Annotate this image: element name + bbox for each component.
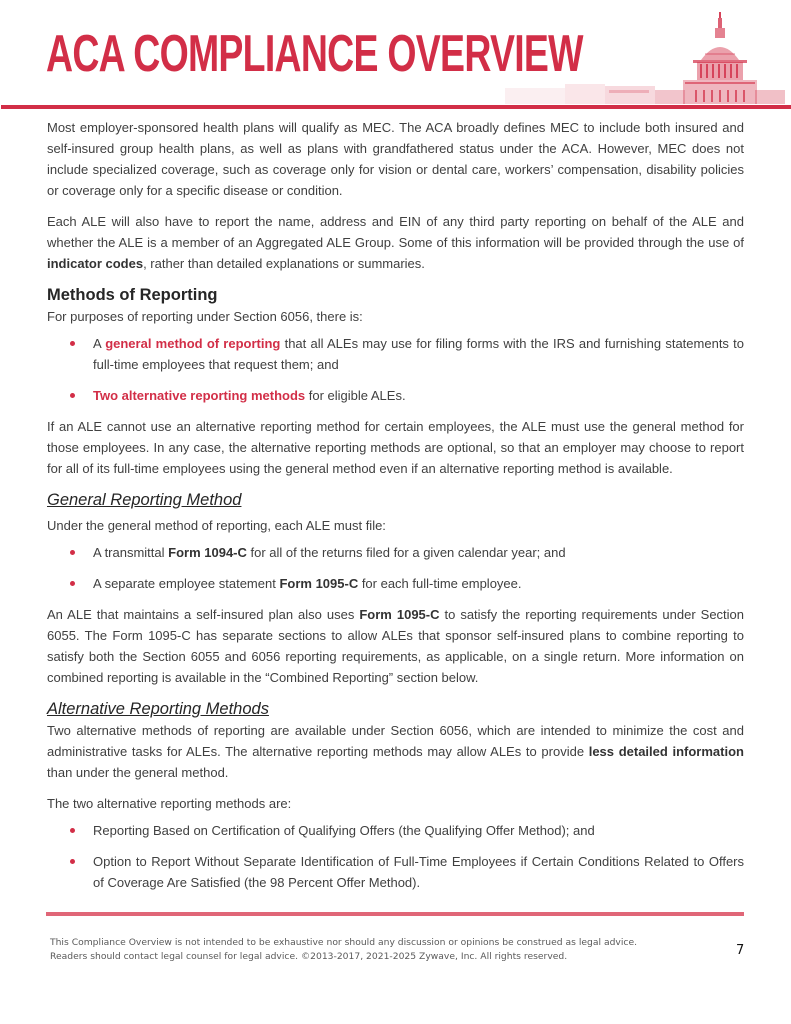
list-item xyxy=(47,820,744,841)
bullet-icon xyxy=(70,828,75,833)
bullet-icon xyxy=(70,550,75,555)
paragraph-two-methods: The two alternative reporting methods are: xyxy=(47,796,292,811)
list-item xyxy=(47,385,744,406)
text: , rather than detailed explanations or summaries. xyxy=(143,256,425,271)
paragraph-optional-methods: If an ALE cannot use an alternative reporting method for certain employees, the ALE must use the general method for those employees. In any case, the alternative reporting methods are optional, so that an employer may choose to report for all of its full-time employees using the general method even if an alternative reporting method is available. xyxy=(47,419,744,476)
bold-term: less detailed information xyxy=(588,744,744,759)
text: Each ALE will also have to report the name, address and EIN of any third party reporting on behalf of the ALE and whether the ALE is a member of an Aggregated ALE Group. Some of this information will be provided through the use of xyxy=(47,214,744,250)
text: than under the general method. xyxy=(47,765,229,780)
text: Option to Report Without Separate Identification of Full-Time Employees if Certain Conditions Related to Offers of Coverage Are Satisfied (the 98 Percent Offer Method). xyxy=(93,854,744,890)
form-name: Form 1095-C xyxy=(359,607,440,622)
document-title: ACA COMPLIANCE OVERVIEW xyxy=(46,25,583,83)
text: that all ALEs may use for filing forms with the IRS and furnishing statements to full-time employees that request them; and xyxy=(93,336,744,372)
text: for each full-time employee. xyxy=(358,576,522,591)
text: A xyxy=(93,336,106,351)
footer-divider xyxy=(46,912,744,916)
text: An ALE that maintains a self-insured plan also uses xyxy=(47,607,360,622)
bullet-icon xyxy=(70,341,75,346)
list-item xyxy=(47,542,744,563)
list-item xyxy=(47,333,744,375)
paragraph-alternative-intro xyxy=(47,720,744,783)
document-body xyxy=(47,117,744,903)
text: for eligible ALEs. xyxy=(305,388,406,403)
paragraph-self-insured xyxy=(47,604,744,688)
methods-intro: For purposes of reporting under Section 6056, there is: xyxy=(47,309,363,324)
bullet-icon xyxy=(70,859,75,864)
subheading-alternative-methods: Alternative Reporting Methods xyxy=(47,700,269,718)
highlight-term: Two alternative reporting methods xyxy=(93,388,306,403)
bullet-icon xyxy=(70,393,75,398)
bullet-icon xyxy=(70,581,75,586)
subheading-general-method: General Reporting Method xyxy=(47,491,242,509)
page-header xyxy=(0,0,791,112)
text: Reporting Based on Certification of Qualifying Offers (the Qualifying Offer Method); and xyxy=(93,823,595,838)
general-list xyxy=(47,542,744,594)
footer-disclaimer: This Compliance Overview is not intended to be exhaustive nor should any discussion or opinions be construed as legal advice. Readers should contact legal counsel for legal advice. ©2013-2017, 2021-2025 Zywave, Inc. All rights reserved. xyxy=(50,937,638,962)
bold-term: indicator codes xyxy=(47,256,144,271)
paragraph-mec: Most employer-sponsored health plans will qualify as MEC. The ACA broadly defines MEC to include both insured and self-insured group health plans, as well as plans with grandfathered status under the ACA. However, MEC does not include specialized coverage, such as coverage only for vision or dental care, workers’ compensation, disability policies or coverage only for a specific disease or condition. xyxy=(47,120,744,198)
capitol-building-icon xyxy=(505,10,791,106)
header-divider xyxy=(1,105,791,109)
section-heading-methods: Methods of Reporting xyxy=(47,286,218,304)
form-name: Form 1094-C xyxy=(168,545,247,560)
text: Two alternative methods of reporting are available under Section 6056, which are intended to minimize the cost and administrative tasks for ALEs. The alternative reporting methods may allow ALEs to provide xyxy=(47,723,744,759)
list-item xyxy=(47,851,744,893)
general-intro: Under the general method of reporting, each ALE must file: xyxy=(47,518,386,533)
text: for all of the returns filed for a given calendar year; and xyxy=(246,545,566,560)
page-number: 7 xyxy=(736,943,745,958)
text: to satisfy the reporting requirements under Section 6055. The Form 1095-C has separate sections to allow ALEs that sponsor self-insured plans to combine reporting to satisfy both the Section 6055 and 6056 reporting requirements, as applicable, on a single return. More information on combined reporting is available in the “Combined Reporting” section below. xyxy=(47,607,745,685)
form-name: Form 1095-C xyxy=(279,576,359,591)
paragraph-ale-reporting xyxy=(47,211,744,274)
text: A transmittal xyxy=(93,545,169,560)
text: A separate employee statement xyxy=(93,576,280,591)
list-item xyxy=(47,573,744,594)
highlight-term: general method of reporting xyxy=(105,336,281,351)
alternative-list xyxy=(47,820,744,893)
methods-list xyxy=(47,333,744,406)
